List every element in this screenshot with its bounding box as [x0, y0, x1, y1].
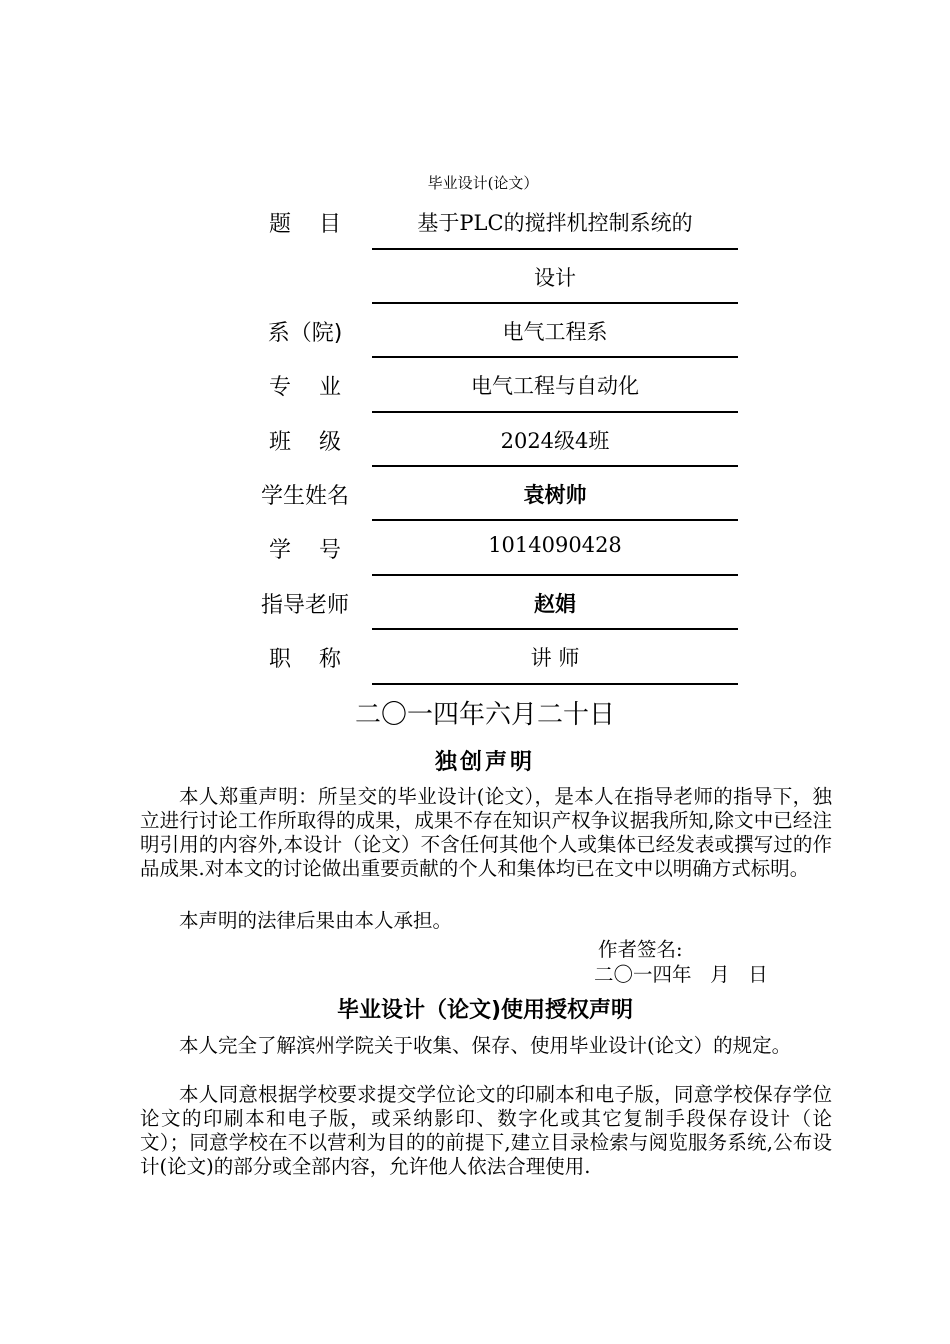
department-label: 系（院) [267, 321, 343, 346]
title-value-line2: 设计 [534, 266, 576, 290]
author-signature-label: 作者签名: [598, 938, 683, 961]
originality-paragraph-1: 本人郑重声明：所呈交的毕业设计(论文），是本人在指导老师的指导下，独立进行讨论工作所取得的成果，成果不存在知识产权争议据我所知,除文中已经注明引用的内容外,本设计（论文）不含任何其他个人或集体已经发表或撰写过的作品成果.对本文的讨论做出重要贡献的个人和集体均已在文中以明确方式标明。 [140, 785, 832, 880]
authorization-heading: 毕业设计（论文)使用授权声明 [336, 998, 634, 1023]
major-underline [372, 411, 738, 413]
title-underline-1 [372, 248, 738, 250]
title-rank-underline [372, 683, 738, 685]
document-type: 毕业设计(论文） [427, 174, 539, 192]
student-name-value: 袁树帅 [523, 483, 587, 507]
title-label: 题 目 [269, 212, 341, 237]
class-label: 班 级 [269, 430, 341, 455]
department-underline [372, 356, 738, 358]
originality-paragraph-2: 本声明的法律后果由本人承担。 [179, 909, 453, 932]
student-id-underline [372, 574, 738, 576]
student-name-label: 学生姓名 [260, 484, 349, 509]
student-id-label: 学 号 [269, 538, 341, 563]
title-underline-2 [372, 302, 738, 304]
advisor-underline [372, 628, 738, 630]
title-value-line1: 基于PLC的搅拌机控制系统的 [417, 211, 693, 235]
cover-date: 二〇一四年六月二十日 [354, 700, 615, 730]
student-id-value: 1014090428 [488, 533, 622, 557]
originality-heading: 独创声明 [434, 750, 535, 775]
student-name-underline [372, 519, 738, 521]
authorization-paragraph-2: 本人同意根据学校要求提交学位论文的印刷本和电子版，同意学校保存学位论文的印刷本和电子版，或采纳影印、数字化或其它复制手段保存设计（论文）；同意学校在不以营利为目的的前提下,建立目录检索与阅览服务系统,公布设计(论文)的部分或全部内容，允许他人依法合理使用. [140, 1083, 832, 1178]
authorization-paragraph-1: 本人完全了解滨州学院关于收集、保存、使用毕业设计(论文）的规定。 [179, 1034, 792, 1057]
title-rank-value: 讲 师 [530, 646, 580, 670]
title-rank-label: 职 称 [269, 647, 341, 672]
major-value: 电气工程与自动化 [471, 374, 639, 398]
advisor-label: 指导老师 [260, 593, 349, 618]
class-value: 2024级4班 [500, 429, 610, 453]
class-underline [372, 465, 738, 467]
author-signature-date: 二〇一四年 月 日 [594, 963, 768, 986]
advisor-value: 赵娟 [534, 592, 576, 616]
major-label: 专 业 [269, 375, 341, 400]
department-value: 电气工程系 [502, 320, 608, 344]
